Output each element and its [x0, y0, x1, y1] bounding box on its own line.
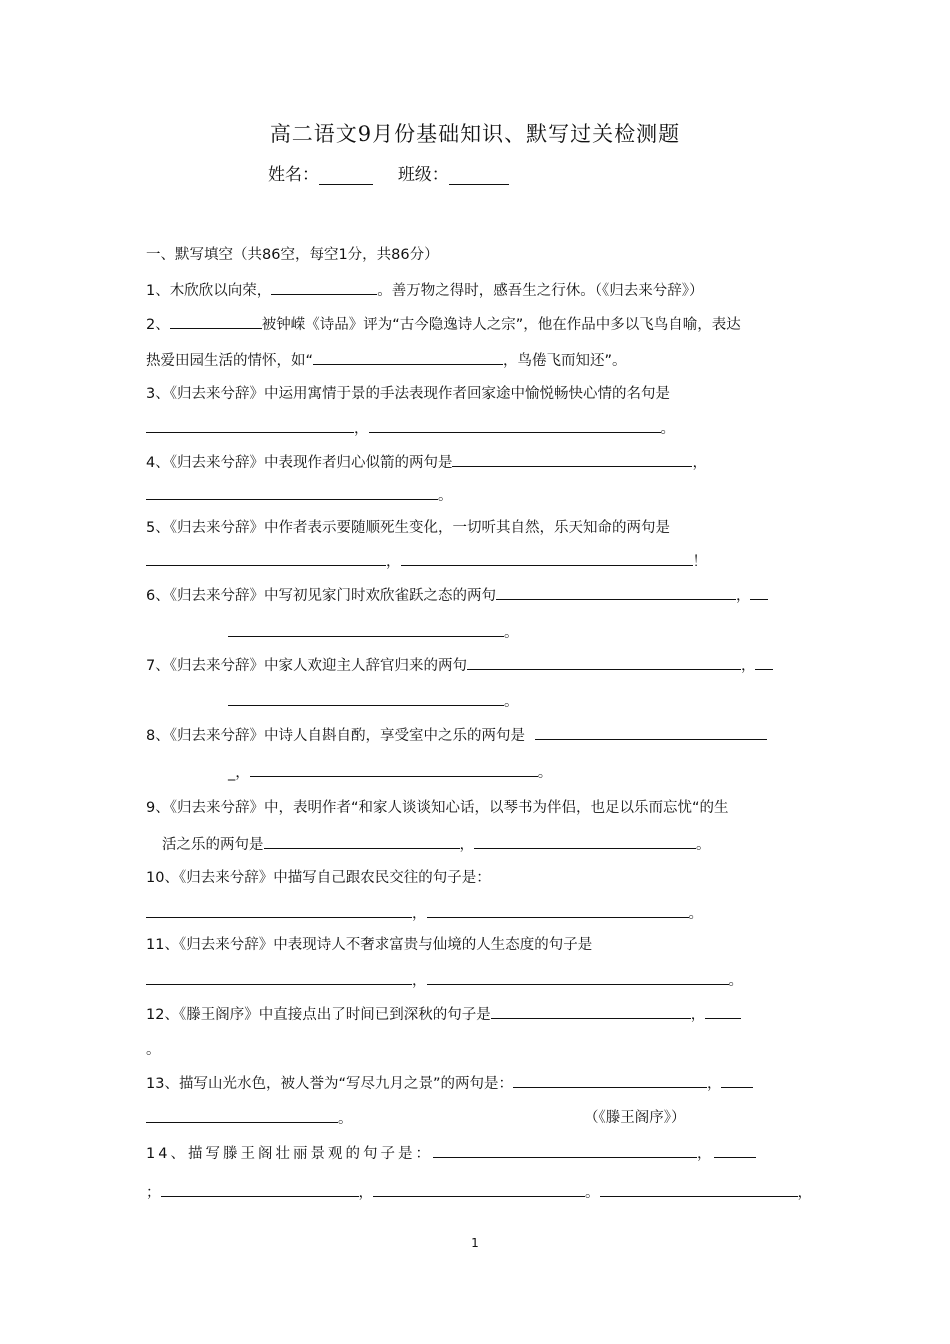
blank[interactable] [170, 314, 262, 329]
blank[interactable] [271, 280, 377, 295]
blank[interactable] [146, 485, 438, 500]
blank[interactable] [373, 1182, 585, 1197]
blank[interactable] [427, 903, 689, 918]
blank[interactable] [513, 1073, 707, 1088]
question-13-source: （《滕王阁序》） [584, 1110, 686, 1126]
blank[interactable] [250, 762, 538, 777]
question-11: 11、《归去来兮辞》中表现诗人不奢求富贵与仙境的人生态度的句子是 [146, 937, 593, 953]
question-4-cont: 。 [146, 485, 453, 506]
blank[interactable] [491, 1004, 691, 1019]
blank[interactable] [750, 585, 768, 600]
blank[interactable] [264, 834, 460, 849]
blank[interactable] [401, 551, 693, 566]
blank[interactable] [474, 834, 696, 849]
question-8-cont: _， 。 [228, 762, 552, 783]
name-label: 姓名： [268, 165, 319, 185]
student-info [268, 160, 509, 185]
question-4: 4、《归去来兮辞》中表现作者归心似箭的两句是 ， [146, 452, 707, 473]
blank[interactable] [228, 691, 504, 706]
blank[interactable] [705, 1004, 741, 1019]
question-6: 6、《归去来兮辞》中写初见家门时欢欣雀跃之态的两句 ， [146, 585, 768, 606]
blank[interactable] [535, 725, 767, 740]
page-title: 高二语文9月份基础知识、默写过关检测题 [269, 122, 681, 146]
page-number: 1 [471, 1236, 479, 1250]
question-12-cont: 。 [146, 1042, 161, 1058]
blank[interactable] [161, 1182, 359, 1197]
blank[interactable] [452, 452, 692, 467]
blank[interactable] [146, 418, 354, 433]
blank[interactable] [146, 970, 412, 985]
blank[interactable] [427, 970, 729, 985]
question-2-cont: 热爱田园生活的情怀，如“ ，鸟倦飞而知还”。 [146, 350, 627, 371]
class-field[interactable] [449, 168, 509, 185]
blank[interactable] [496, 585, 736, 600]
blank[interactable] [433, 1143, 697, 1158]
question-8: 8、《归去来兮辞》中诗人自斟自酌，享受室中之乐的两句是 [146, 725, 767, 746]
question-10: 10、《归去来兮辞》中描写自己跟农民交往的句子是： [146, 870, 491, 886]
question-1: 1、木欣欣以向荣， 。善万物之得时，感吾生之行休。（《归去来兮辞》） [146, 280, 703, 301]
blank[interactable] [313, 350, 503, 365]
question-14: 14、描写滕王阁壮丽景观的句子是： ， [146, 1143, 756, 1164]
question-14-cont: ； ， 。 ， [146, 1182, 812, 1203]
question-10-blanks: ， 。 [146, 903, 703, 924]
section-heading: 一、默写填空（共86空，每空1分，共86分） [146, 247, 439, 263]
question-11-blanks: ， 。 [146, 970, 743, 991]
class-label: 班级： [397, 165, 449, 185]
question-12: 12、《滕王阁序》中直接点出了时间已到深秋的句子是 ， [146, 1004, 741, 1025]
blank[interactable] [714, 1143, 756, 1158]
question-3-blanks: ， 。 [146, 418, 675, 439]
blank[interactable] [146, 1108, 338, 1123]
blank[interactable] [755, 655, 773, 670]
blank[interactable] [600, 1182, 798, 1197]
question-3: 3、《归去来兮辞》中运用寓情于景的手法表现作者回家途中愉悦畅快心情的名句是 [146, 386, 670, 402]
blank[interactable] [146, 551, 386, 566]
question-5-blanks: ， ！ [146, 551, 707, 572]
question-9-cont: 活之乐的两句是 ， 。 [162, 834, 711, 855]
blank[interactable] [467, 655, 741, 670]
question-9: 9、《归去来兮辞》中，表明作者“和家人谈谈知心话，以琴书为伴侣，也足以乐而忘忧“的生 [146, 800, 729, 816]
question-13-cont: 。 [146, 1108, 353, 1129]
blank[interactable] [721, 1073, 753, 1088]
blank[interactable] [369, 418, 661, 433]
blank[interactable] [228, 622, 504, 637]
question-5: 5、《归去来兮辞》中作者表示要随顺死生变化，一切听其自然，乐天知命的两句是 [146, 520, 670, 536]
question-7: 7、《归去来兮辞》中家人欢迎主人辞官归来的两句 ， [146, 655, 773, 676]
question-6-cont: 。 [228, 622, 519, 643]
question-13: 13、描写山光水色，被人誉为“写尽九月之景”的两句是： ， [146, 1073, 753, 1094]
blank[interactable] [146, 903, 412, 918]
name-field[interactable] [319, 168, 373, 185]
question-2: 2、 被钟嵘《诗品》评为“古今隐逸诗人之宗”，他在作品中多以飞鸟自喻，表达 [146, 314, 741, 335]
question-7-cont: 。 [228, 691, 519, 712]
